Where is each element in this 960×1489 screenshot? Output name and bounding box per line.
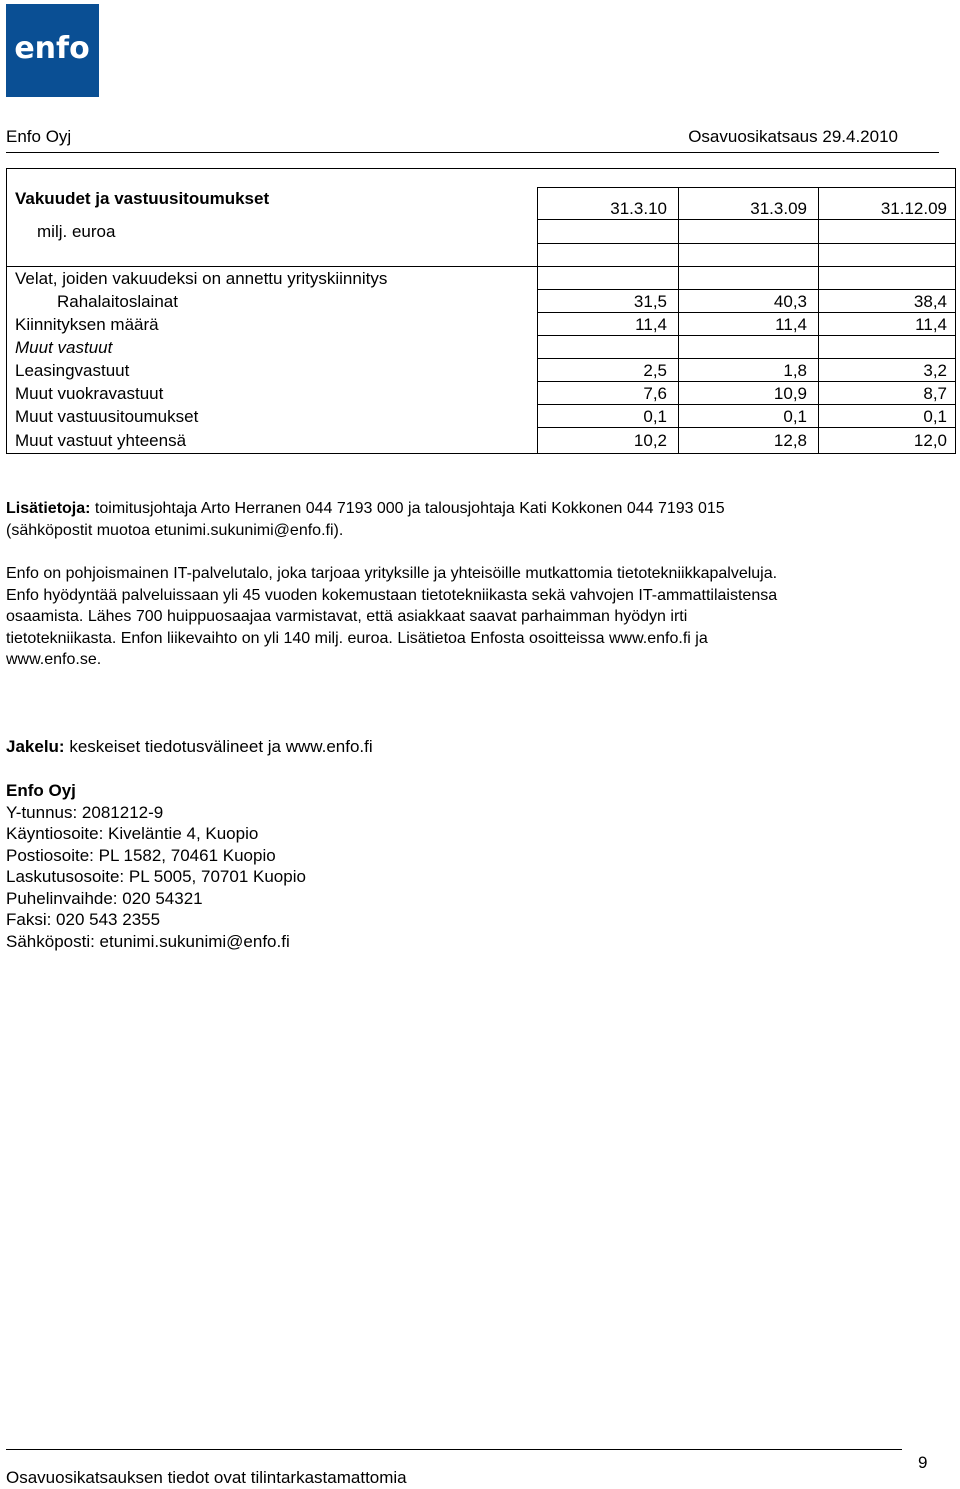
- cell-value: 40,3: [773, 292, 807, 311]
- commitments-table: [6, 168, 956, 454]
- cell-value: 11,4: [635, 315, 667, 334]
- table-row-line: [537, 289, 955, 290]
- logo-text: enfo: [14, 31, 90, 66]
- about-line-1: Enfo on pohjoismainen IT-palvelutalo, joka tarjoaa yrityksille ja yhteisöille mutkattomia tietotekniikkapalveluja.: [6, 565, 778, 582]
- about-line-2: Enfo hyödyntää palveluissaan yli 45 vuoden kokemustaan tietotekniikasta sekä vahvojen IT-ammattilaistensa: [6, 586, 778, 604]
- table-unit: milj. euroa: [37, 222, 116, 241]
- row-label-muut-vuokravastuut: Muut vuokravastuut: [15, 384, 164, 403]
- table-row-line: [537, 358, 955, 359]
- distribution-text: keskeiset tiedotusvälineet ja www.enfo.fi: [69, 737, 373, 756]
- company-phone: Puhelinvaihde: 020 54321: [6, 888, 203, 908]
- table-row-line: [537, 404, 955, 405]
- info-line-1: toimitusjohtaja Arto Herranen 044 7193 000 ja talousjohtaja Kati Kokkonen 044 7193 015: [94, 500, 725, 517]
- cell-value: 7,6: [643, 384, 667, 403]
- header-divider: [6, 152, 939, 153]
- page-number: 9: [918, 1453, 928, 1472]
- contact-info-paragraph: [6, 498, 926, 541]
- table-row-line: [537, 219, 955, 220]
- header-report-title: Osavuosikatsaus 29.4.2010: [688, 127, 898, 146]
- row-label-kiinnityksen-maara: Kiinnityksen määrä: [15, 315, 159, 334]
- cell-value: 12,8: [773, 431, 807, 450]
- cell-value: 11,4: [775, 315, 807, 334]
- cell-value: 2,5: [643, 361, 667, 380]
- cell-value: 0,1: [783, 407, 807, 426]
- distribution-line: [6, 736, 373, 758]
- footer-divider: [6, 1449, 902, 1450]
- company-visiting-address: Käyntiosoite: Kiveläntie 4, Kuopio: [6, 824, 259, 843]
- cell-value: 10,2: [633, 431, 667, 450]
- about-line-3: osaamista. Lähes 700 huippuosaajaa varmistavat, että asiakkaat saavat parhaimman hyödyn irti: [6, 608, 688, 625]
- company-billing-address: Laskutusosoite: PL 5005, 70701 Kuopio: [6, 867, 306, 886]
- cell-value: 38,4: [913, 292, 947, 311]
- distribution-label: Jakelu:: [6, 737, 65, 756]
- about-paragraph: [6, 563, 926, 671]
- row-label-muut-vastuusitoumukset: Muut vastuusitoumukset: [15, 407, 199, 426]
- company-fax: Faksi: 020 543 2355: [6, 910, 161, 929]
- table-row-line: [537, 427, 955, 428]
- column-header-31-3-10: 31.3.10: [610, 199, 667, 218]
- table-row-line: [537, 243, 955, 244]
- cell-value: 31,5: [633, 292, 667, 311]
- company-email: Sähköposti: etunimi.sukunimi@enfo.fi: [6, 931, 290, 951]
- enfo-logo-mark: [6, 4, 99, 97]
- cell-value: 12,0: [913, 431, 947, 450]
- company-postal-address: Postiosoite: PL 1582, 70461 Kuopio: [6, 845, 276, 865]
- table-row-line: [537, 335, 955, 336]
- company-business-id: Y-tunnus: 2081212-9: [6, 802, 164, 822]
- header-company: Enfo Oyj: [6, 127, 72, 146]
- cell-value: 0,1: [643, 407, 667, 426]
- about-line-4: tietotekniikasta. Enfon liikevaihto on yli 140 milj. euroa. Lisätietoa Enfosta osoitteissa www.enfo.fi ja: [6, 629, 708, 647]
- company-contact-block: [6, 780, 306, 952]
- cell-value: 1,8: [783, 361, 807, 380]
- row-label-rahalaitoslainat: Rahalaitoslainat: [57, 292, 178, 311]
- row-label-muut-vastuut-yhteensa: Muut vastuut yhteensä: [15, 431, 187, 450]
- table-column-divider: [818, 187, 819, 453]
- cell-value: 10,9: [773, 384, 807, 403]
- column-header-31-3-09: 31.3.09: [750, 199, 807, 218]
- about-line-5: www.enfo.se.: [6, 651, 102, 668]
- company-name: Enfo Oyj: [6, 781, 76, 800]
- table-row-line: [537, 312, 955, 313]
- cell-value: 0,1: [923, 407, 947, 426]
- cell-value: 11,4: [915, 315, 947, 334]
- table-row-line: [537, 381, 955, 382]
- cell-value: 3,2: [923, 361, 947, 380]
- section-label-secured-debts: Velat, joiden vakuudeksi on annettu yrityskiinnitys: [15, 269, 388, 288]
- row-label-leasingvastuut: Leasingvastuut: [15, 361, 130, 380]
- footer-note: Osavuosikatsauksen tiedot ovat tilintarkastamattomia: [6, 1468, 407, 1487]
- table-title: Vakuudet ja vastuusitoumukset: [15, 189, 270, 208]
- cell-value: 8,7: [923, 384, 947, 403]
- table-column-divider: [537, 187, 538, 453]
- table-row-line: [537, 187, 955, 188]
- row-label-muut-vastuut: Muut vastuut: [15, 338, 113, 357]
- column-header-31-12-09: 31.12.09: [880, 199, 947, 218]
- table-column-divider: [678, 187, 679, 453]
- info-line-2: (sähköpostit muotoa etunimi.sukunimi@enfo.fi).: [6, 521, 344, 539]
- enfo-logo: [6, 4, 99, 97]
- info-label: Lisätietoja:: [6, 500, 91, 517]
- table-row-line: [7, 266, 955, 267]
